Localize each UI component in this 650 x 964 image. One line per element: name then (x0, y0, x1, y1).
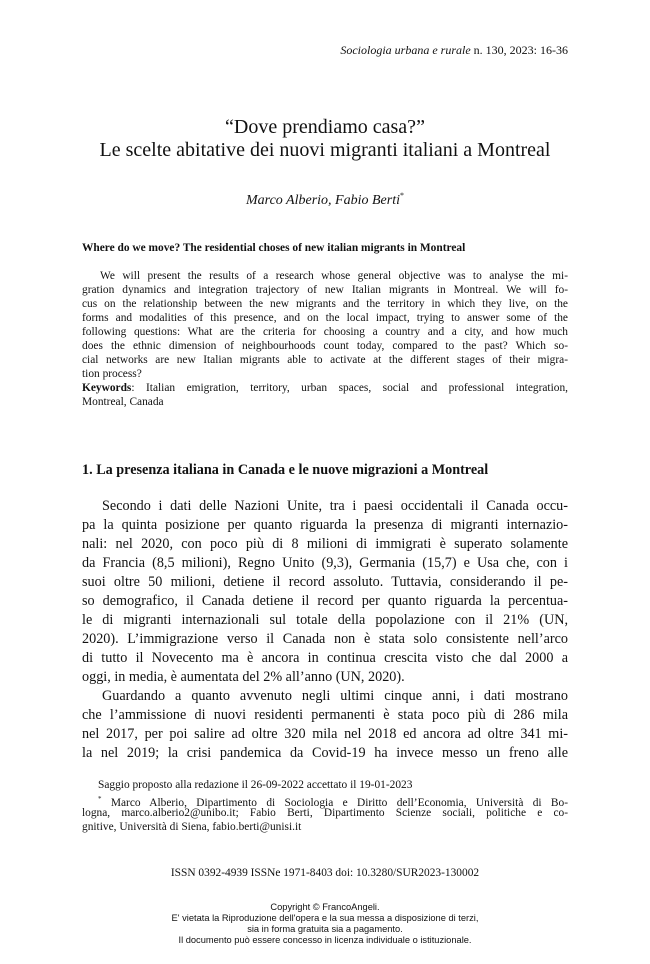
body-line: suoi oltre 50 milioni, detiene il record assoluto. Tuttavia, considerando il pe- (82, 574, 568, 590)
footnotes (82, 778, 568, 834)
body-line: che l’ammissione di nuovi residenti permanenti è stata poco più di 286 mila (82, 707, 568, 723)
body-line: oggi, in media, è aumentata del 2% all’anno (UN, 2020). (82, 669, 405, 685)
journal-issue: n. 130, 2023: 16-36 (470, 43, 568, 57)
body-line: di tutto il Novecento ma è ancora in continua crescita visto che dal 2000 a (82, 650, 568, 666)
keywords-label: Keywords (82, 382, 132, 394)
abstract-line: tion process? (82, 368, 142, 380)
issn-doi: ISSN 0392-4939 ISSNe 1971-8403 doi: 10.3280/SUR2023-130002 (170, 867, 480, 879)
journal-header (82, 43, 568, 57)
section-heading: 1. La presenza italiana in Canada e le nuove migrazioni a Montreal (82, 462, 489, 478)
copyright-line: E' vietata la Riproduzione dell'opera e la sua messa a disposizione di terzi, (171, 913, 479, 923)
abstract-line: does the ethnic dimension of neighbourhoods count today, compared to the past? Which so- (82, 340, 568, 352)
english-title: Where do we move? The residential choses of new italian migrants in Montreal (82, 242, 466, 254)
affiliation-line (82, 792, 568, 809)
body-line: so demografico, il Canada detiene il record per quanto riguarda la percentua- (82, 593, 568, 609)
submission-note: Saggio proposto alla redazione il 26-09-2022 accettato il 19-01-2023 (98, 779, 413, 791)
body-line: la nel 2019; la crisi pandemica da Covid-19 ha invece messo un freno alle (82, 745, 568, 761)
abstract-line: cus on the relationship between the new migrants and the territory in which they live, on the (82, 298, 568, 310)
affiliation-marker: * (98, 795, 102, 803)
section-body (82, 497, 568, 763)
journal-name: Sociologia urbana e rurale (340, 43, 471, 57)
copyright-line: Copyright © FrancoAngeli. (270, 902, 380, 912)
copyright-notice (82, 902, 568, 946)
copyright-line: Il documento può essere concesso in licenza individuale o istituzionale. (178, 935, 472, 945)
author-names: Marco Alberio, Fabio Berti (246, 193, 400, 208)
abstract-line: following questions: What are the criteria for choosing a country and a city, and how much (82, 326, 568, 338)
keywords-line: Montreal, Canada (82, 396, 164, 408)
body-line: pa la quinta posizione per quanto riguarda la presenza di migranti internazio- (82, 517, 568, 533)
affiliation-text: Marco Alberio, Dipartimento di Sociologia e Diritto dell’Economia, Università di Bo- (101, 797, 568, 809)
abstract-line: We will present the results of a research whose general objective was to analyse the mi- (100, 270, 568, 282)
abstract (82, 269, 568, 409)
affiliation-line: gnitive, Università di Siena, fabio.berti@unisi.it (82, 821, 302, 833)
authors (82, 188, 568, 209)
abstract-line: gration dynamics and integration trajectory of new Italian migrants in Montreal. We will fo- (82, 284, 568, 296)
copyright-line: sia in forma gratuita sia a pagamento. (247, 924, 403, 934)
body-line: nali: nel 2020, con poco più di 8 milioni di immigrati è superato solamente (82, 536, 568, 552)
abstract-line: cial networks are new Italian migrants able to activate at the different stages of their migra- (82, 354, 568, 366)
body-line: Secondo i dati delle Nazioni Unite, tra i paesi occidentali il Canada occu- (102, 498, 568, 514)
body-line: Guardando a quanto avvenuto negli ultimi cinque anni, i dati mostrano (102, 688, 568, 704)
keywords-line (82, 381, 568, 395)
body-line: da Francia (8,5 milioni), Regno Unito (9,3), Germania (15,7) e Usa che, con i (82, 555, 568, 571)
body-line: le di migranti internazionali sul totale della popolazione con il 21% (UN, (82, 612, 568, 628)
abstract-line: forms and modalities of this presence, and on the local impact, trying to answer some of the (82, 312, 568, 324)
title-line-1: “Dove prendiamo casa?” (225, 116, 425, 138)
keywords-text: : Italian emigration, territory, urban spaces, social and professional integration, (131, 382, 568, 394)
author-footnote-marker: * (399, 191, 404, 200)
body-line: nel 2017, per poi salire ad oltre 320 mila nel 2018 ed ancora ad oltre 341 mi- (82, 726, 568, 742)
article-title (60, 116, 590, 162)
title-line-2: Le scelte abitative dei nuovi migranti italiani a Montreal (99, 139, 551, 161)
body-line: 2020). L’immigrazione verso il Canada non è stata solo consistente nell’arco (82, 631, 568, 647)
affiliation-line: logna, marco.alberio2@unibo.it; Fabio Berti, Dipartimento Scienze sociali, politiche e co- (82, 807, 568, 819)
